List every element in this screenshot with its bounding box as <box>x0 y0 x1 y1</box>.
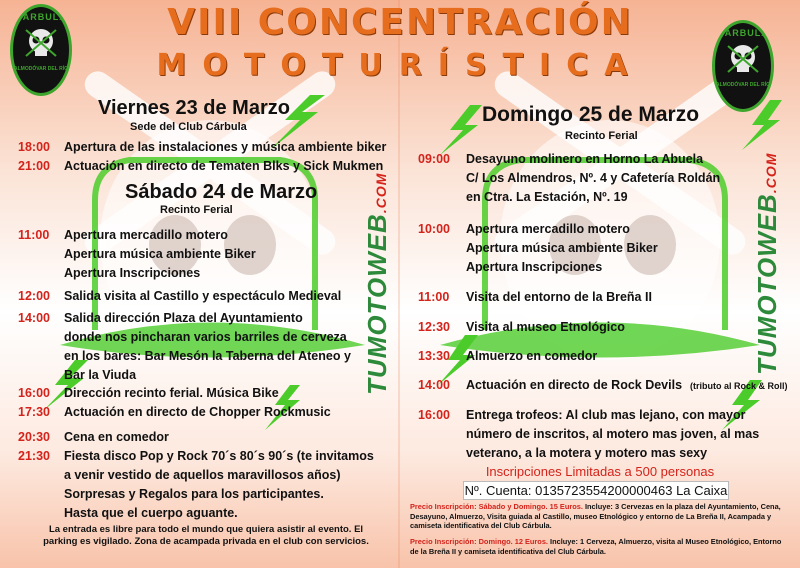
logo-name: CÁRBULA <box>15 12 67 22</box>
entry-footnote: La entrada es libre para todo el mundo que quiera asistir al evento. El parking es vigilado. Zona de acampada privada en el club con servicios. <box>43 524 369 547</box>
logo-name: CÁRBULA <box>717 28 769 38</box>
registration-limit: Inscripciones Limitadas a 500 personas <box>485 464 715 479</box>
logo-subtitle: ALMODÓVAR DEL RÍO <box>14 66 68 72</box>
saturday-activity-line: Apertura música ambiente Biker <box>64 247 256 261</box>
saturday-activity-line: Salida visita al Castillo y espectáculo Medieval <box>64 289 342 303</box>
watermark-suffix: .COM <box>373 172 389 214</box>
saturday-time: 14:00 <box>18 311 50 325</box>
sunday-activity-line: Visita al museo Etnológico <box>466 320 625 334</box>
price-sunday <box>410 537 790 556</box>
price-weekend-text: Incluye: 3 Cervezas en la plaza del Ayuntamiento, Cena, Desayuno, Almuerzo, Visita guiada al Castillo, museo Etnológico y entorno de La Breña II, Acampada y camiseta identificativa del Club Cárbula. <box>410 502 781 530</box>
sunday-time: 12:30 <box>418 320 450 334</box>
saturday-activity-line: Apertura mercadillo motero <box>64 228 228 242</box>
sunday-activity-line: Apertura mercadillo motero <box>466 222 630 236</box>
sunday-activity-line: Desayuno molinero en Horno La Abuela <box>466 152 704 166</box>
saturday-time: 21:30 <box>18 449 50 463</box>
logo-subtitle: ALMODÓVAR DEL RÍO <box>716 82 770 88</box>
saturday-activity-line: donde nos pincharan varios barriles de cerveza <box>64 330 347 344</box>
sunday-activity-line: número de inscritos, al motero mas joven, al mas <box>466 427 760 441</box>
friday-activity-line: Actuación en directo de Tematen Blks y Sick Mukmen <box>64 159 384 173</box>
sunday-activity-line: en Ctra. La Estación, Nº. 19 <box>466 190 628 204</box>
friday-time: 18:00 <box>18 140 50 154</box>
sunday-time: 16:00 <box>418 408 450 422</box>
sunday-time: 10:00 <box>418 222 450 236</box>
saturday-heading: Sábado 24 de Marzo <box>125 181 318 203</box>
saturday-venue: Recinto Ferial <box>160 204 233 216</box>
saturday-time: 17:30 <box>18 405 50 419</box>
sunday-activity-line: veterano, a la motera y motero mas sexy <box>466 446 708 460</box>
friday-activity-line: Apertura de las instalaciones y música ambiente biker <box>64 140 387 154</box>
sunday-activity-line: Visita del entorno de la Breña II <box>466 290 652 304</box>
friday-time: 21:00 <box>18 159 50 173</box>
sunday-activity-line: Apertura Inscripciones <box>466 260 603 274</box>
price-sunday-label: Precio Inscripción: Domingo. 12 Euros. <box>410 537 548 546</box>
price-sunday-text: Incluye: 1 Cerveza, Almuerzo, visita al Museo Etnológico, Entorno de la Breña II y camiseta identificativa del Club Cárbula. <box>410 537 782 556</box>
price-weekend <box>410 502 790 531</box>
event-title: VIII CONCENTRACIÓN <box>167 2 633 43</box>
sunday-activity-line: Entrega trofeos: Al club mas lejano, con mayor <box>466 408 746 422</box>
sunday-activity-line: Apertura música ambiente Biker <box>466 241 658 255</box>
saturday-time: 11:00 <box>18 228 50 242</box>
sunday-time: 14:00 <box>418 378 450 392</box>
saturday-activity-line: Actuación en directo de Chopper Rockmusic <box>64 405 331 419</box>
saturday-activity-line: Sorpresas y Regalos para los participantes. <box>64 487 324 501</box>
saturday-activity-line: Apertura Inscripciones <box>64 266 201 280</box>
saturday-activity-line: Fiesta disco Pop y Rock 70´s 80´s 90´s (te invitamos <box>64 449 374 463</box>
saturday-activity-line: Bar la Viuda <box>64 368 137 382</box>
saturday-activity-line: Dirección recinto ferial. Música Bike <box>64 386 279 400</box>
sunday-time: 09:00 <box>418 152 450 166</box>
friday-heading: Viernes 23 de Marzo <box>98 97 290 119</box>
saturday-activity-line: en los bares: Bar Mesón la Taberna del Ateneo y <box>64 349 351 363</box>
watermark-suffix: .COM <box>763 152 779 194</box>
saturday-time: 12:00 <box>18 289 50 303</box>
watermark-left <box>362 173 393 395</box>
price-weekend-label: Precio Inscripción: Sábado y Domingo. 15 Euros. <box>410 502 583 511</box>
sunday-activity-note: (tributo al Rock & Roll) <box>690 381 788 391</box>
watermark-right <box>752 153 783 375</box>
sunday-time: 11:00 <box>418 290 450 304</box>
saturday-time: 20:30 <box>18 430 50 444</box>
sunday-activity-line: Actuación en directo de Rock Devils <box>466 378 683 392</box>
watermark-brand: TUMOTOWEB <box>752 193 782 375</box>
sunday-heading: Domingo 25 de Marzo <box>482 103 700 126</box>
saturday-activity-line: a venir vestido de aquellos maravillosos años) <box>64 468 341 482</box>
saturday-activity-line: Hasta que el cuerpo aguante. <box>64 506 238 520</box>
sunday-venue: Recinto Ferial <box>565 130 638 142</box>
sunday-time: 13:30 <box>418 349 450 363</box>
saturday-activity-line: Cena en comedor <box>64 430 169 444</box>
watermark-brand: TUMOTOWEB <box>362 213 392 395</box>
bank-account: Nº. Cuenta: 0135723554200000463 La Caixa <box>464 483 728 498</box>
sunday-activity-line: Almuerzo en comedor <box>466 349 598 363</box>
saturday-activity-line: Salida dirección Plaza del Ayuntamiento <box>64 311 303 325</box>
friday-venue: Sede del Club Cárbula <box>130 121 247 133</box>
sunday-activity-line: C/ Los Almendros, Nº. 4 y Cafetería Roldán <box>466 171 721 185</box>
saturday-time: 16:00 <box>18 386 50 400</box>
event-subtitle: MOTOTURÍSTICA <box>156 48 644 83</box>
